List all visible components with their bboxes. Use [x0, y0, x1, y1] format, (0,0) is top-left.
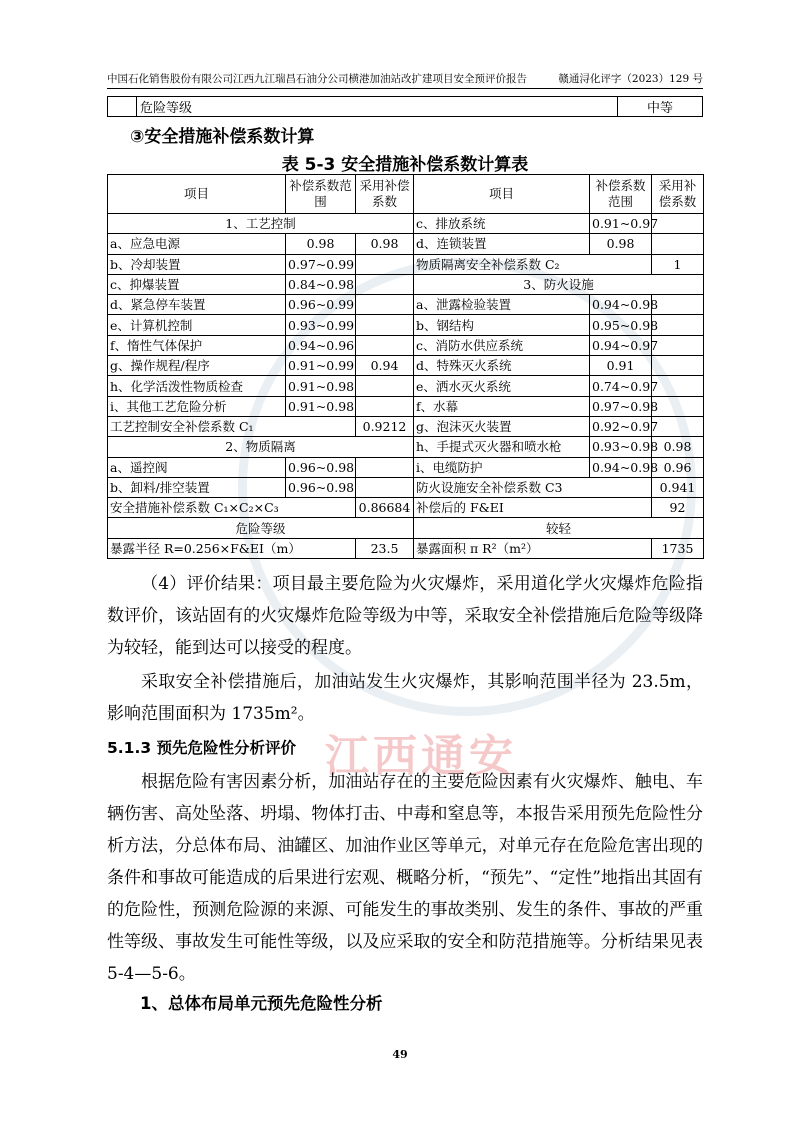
table-cell: 0.91~0.97	[590, 214, 652, 234]
table-cell: c、消防水供应系统	[414, 335, 590, 355]
table-row	[108, 335, 704, 355]
table-cell: 2、物质隔离	[108, 437, 414, 457]
table-cell: d、连锁装置	[414, 234, 590, 254]
table-cell: 0.91~0.98	[286, 396, 356, 416]
table-caption: 表 5-3 安全措施补偿系数计算表	[281, 155, 529, 175]
table-row	[108, 498, 704, 518]
table-cell: c、排放系统	[414, 214, 590, 234]
table-cell	[356, 335, 414, 355]
table-cell: 0.91~0.99	[286, 356, 356, 376]
table-cell	[652, 416, 704, 436]
table-cell: 0.94~0.98	[590, 295, 652, 315]
table-cell: 0.96	[652, 457, 704, 477]
table-cell: h、化学活泼性物质检查	[108, 376, 286, 396]
table-row	[108, 416, 704, 436]
table-cell: e、洒水灭火系统	[414, 376, 590, 396]
table-cell: 0.74~0.97	[590, 376, 652, 396]
table-row	[108, 295, 704, 315]
col-header: 采用补偿系数	[652, 175, 704, 214]
table-row	[108, 457, 704, 477]
col-header: 采用补偿系数	[356, 175, 414, 214]
table-row	[108, 437, 704, 457]
table-row	[108, 254, 704, 274]
table-cell	[356, 295, 414, 315]
table-cell	[652, 396, 704, 416]
table-cell	[652, 234, 704, 254]
table-cell: 3、防火设施	[414, 274, 704, 294]
table-row	[108, 376, 704, 396]
table-cell: 0.94~0.96	[286, 335, 356, 355]
table-cell: g、操作规程/程序	[108, 356, 286, 376]
table-cell: 1、工艺控制	[108, 214, 414, 234]
table-cell: 危险等级	[108, 518, 414, 538]
table-cell	[356, 315, 414, 335]
table-cell: 0.96~0.98	[286, 457, 356, 477]
table-cell: 0.91~0.98	[286, 376, 356, 396]
page-header	[107, 70, 703, 89]
paragraph-pha: 根据危险有害因素分析，加油站存在的主要危险因素有火灾爆炸、触电、车辆伤害、高处坠落、坍塌、物体打击、中毒和窒息等，本报告采用预先危险性分析方法，分总体布局、油罐区、加油作业区等单元，对单元存在危险危害出现的条件和事故可能造成的后果进行宏观、概略分析，“预先”、“定性”地指出其固有的危险性，预测危险源的来源、可能发生的事故类别、发生的条件、事故的严重性等级、事故发生可能性等级，以及应采取的安全和防范措施等。分析结果见表 5-4—5-6。	[107, 772, 703, 984]
table-cell: 工艺控制安全补偿系数 C₁	[108, 416, 356, 436]
table-cell: a、泄露检验装置	[414, 295, 590, 315]
table-cell	[652, 315, 704, 335]
paragraph-impact	[107, 666, 703, 730]
table-cell: i、其他工艺危险分析	[108, 396, 286, 416]
table-cell: 0.96~0.99	[286, 295, 356, 315]
table-row	[108, 518, 704, 538]
header-right: 赣通浔化评字（2023）129 号	[558, 73, 703, 85]
table-cell: g、泡沫灭火装置	[414, 416, 590, 436]
table-cell: i、电缆防护	[414, 457, 590, 477]
table-row	[108, 538, 704, 558]
table-cell	[356, 477, 414, 497]
table-cell: h、手提式灭火器和喷水枪	[414, 437, 590, 457]
table-cell	[356, 376, 414, 396]
table-header-row	[108, 175, 704, 214]
table-cell: c、抑爆装置	[108, 274, 286, 294]
paragraph-impact-text: 采取安全补偿措施后，加油站发生火灾爆炸，其影响范围半径为 23.5m，影响范围面积为 1735m²。	[107, 672, 703, 724]
table-cell: 0.96~0.98	[286, 477, 356, 497]
table-cell	[356, 274, 414, 294]
table-cell: 补偿后的 F&EI	[414, 498, 652, 518]
table-cell	[652, 214, 704, 234]
table-cell: 0.94~0.97	[590, 335, 652, 355]
table-cell: f、惰性气体保护	[108, 335, 286, 355]
paragraph-result: （4）评价结果：项目最主要危险为火灾爆炸，采用道化学火灾爆炸危险指数评价，该站固有的火灾爆炸危险等级为中等，采取安全补偿措施后危险等级降为较轻，能到达可以接受的程度。	[107, 574, 703, 658]
table-cell: 0.97~0.99	[286, 254, 356, 274]
table-row	[108, 477, 704, 497]
table-row	[108, 356, 704, 376]
table-cell: 92	[652, 498, 704, 518]
table-cell: 0.93~0.98	[590, 437, 652, 457]
table-cell	[652, 376, 704, 396]
table-cell: 0.98	[286, 234, 356, 254]
table-cell: 23.5	[356, 538, 414, 558]
table-cell: b、钢结构	[414, 315, 590, 335]
table-cell	[356, 396, 414, 416]
table-row	[108, 315, 704, 335]
table-cell: 防火设施安全补偿系数 C3	[414, 477, 652, 497]
table-cell: 0.91	[590, 356, 652, 376]
table-cell: 0.98	[590, 234, 652, 254]
table-cell: 0.84~0.98	[286, 274, 356, 294]
table-cell: e、计算机控制	[108, 315, 286, 335]
table-cell	[356, 254, 414, 274]
compensation-table	[107, 174, 704, 559]
table-cell: 0.97~0.98	[590, 396, 652, 416]
table-row	[108, 274, 704, 294]
table-cell: 0.93~0.99	[286, 315, 356, 335]
table-cell: a、遥控阀	[108, 457, 286, 477]
risk-level-value: 中等	[618, 97, 703, 117]
table-cell: 1735	[652, 538, 704, 558]
table-cell: 安全措施补偿系数 C₁×C₂×C₃	[108, 498, 356, 518]
table-cell: 0.9212	[356, 416, 414, 436]
table-cell	[652, 335, 704, 355]
section-heading: 5.1.3 预先危险性分析评价	[107, 739, 297, 757]
table-cell: 较轻	[414, 518, 704, 538]
table-cell: f、水幕	[414, 396, 590, 416]
table-cell: 0.86684	[356, 498, 414, 518]
header-left: 中国石化销售股份有限公司江西九江瑞昌石油分公司横港加油站改扩建项目安全预评价报告	[107, 73, 527, 85]
table-cell: 0.94~0.98	[590, 457, 652, 477]
table-cell: a、应急电源	[108, 234, 286, 254]
watermark-text: 江西通安	[325, 731, 517, 782]
table-cell: d、紧急停车装置	[108, 295, 286, 315]
table-cell	[652, 295, 704, 315]
table-cell: 0.941	[652, 477, 704, 497]
table-cell: 物质隔离安全补偿系数 C₂	[414, 254, 652, 274]
risk-level-label: 危险等级	[137, 97, 618, 117]
table-row	[108, 214, 704, 234]
subsection-heading: 1、总体布局单元预先危险性分析	[140, 994, 383, 1013]
table-cell: d、特殊灭火系统	[414, 356, 590, 376]
table-cell: 0.92~0.97	[590, 416, 652, 436]
table-cell: 暴露半径 R=0.256×F&EI（m）	[108, 538, 356, 558]
table-cell: b、卸料/排空装置	[108, 477, 286, 497]
col-header: 补偿系数范围	[286, 175, 356, 214]
col-header: 项目	[108, 175, 286, 214]
table-cell: b、冷却装置	[108, 254, 286, 274]
page-number: 49	[392, 1048, 408, 1061]
table-cell: 0.98	[356, 234, 414, 254]
col-header: 补偿系数范围	[590, 175, 652, 214]
table-cell	[652, 356, 704, 376]
subheading: ③安全措施补偿系数计算	[130, 127, 315, 147]
table-cell: 暴露面积 π R²（m²）	[414, 538, 652, 558]
table-row	[108, 396, 704, 416]
table-cell	[356, 457, 414, 477]
previous-table-tail	[107, 96, 703, 117]
table-cell: 0.98	[652, 437, 704, 457]
table-cell: 0.95~0.98	[590, 315, 652, 335]
table-cell: 0.94	[356, 356, 414, 376]
table-cell: 1	[652, 254, 704, 274]
col-header: 项目	[414, 175, 590, 214]
table-row	[108, 234, 704, 254]
